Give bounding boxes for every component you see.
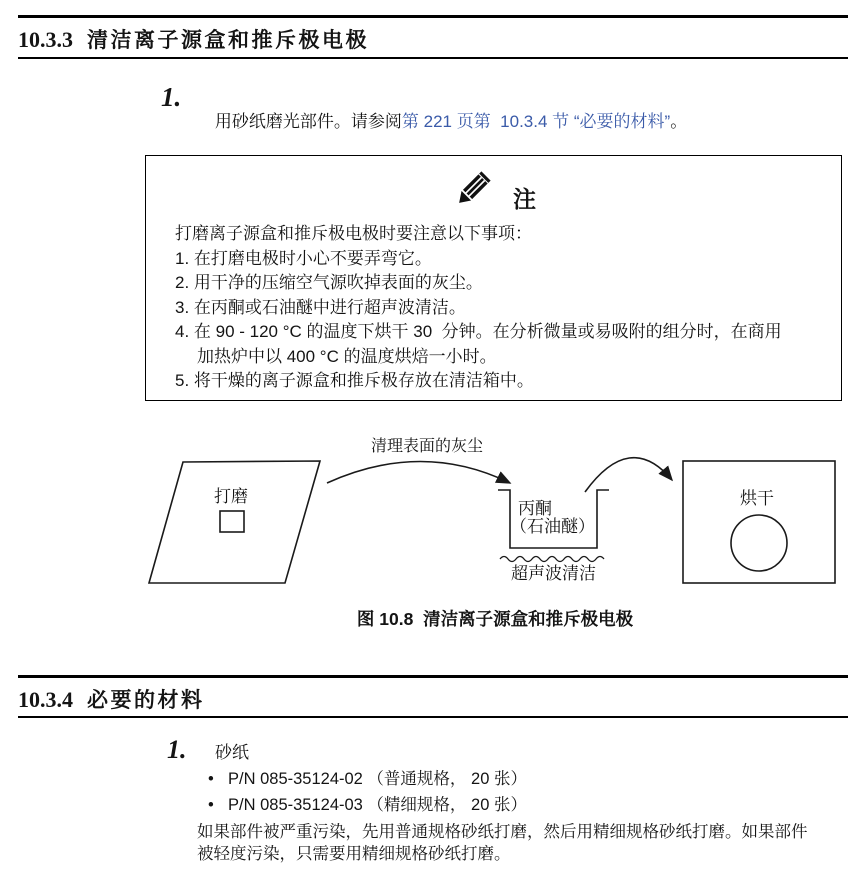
step-1 — [161, 84, 181, 111]
materials-bullet-2 — [208, 796, 527, 815]
section-1-number: 10.3.3 — [18, 27, 73, 52]
materials-step-marker: 1. — [167, 735, 187, 764]
note-header — [146, 163, 841, 217]
note-item-4: 4. 在 90 - 120 °C 的温度下烘干 30 分钟。在分析微量或易吸附的组分时，在商用 — [175, 322, 782, 341]
section-2-title: 必要的材料 — [87, 689, 205, 712]
note-body — [175, 222, 831, 394]
part-square — [220, 511, 244, 532]
note-item-5: 5. 将干燥的离子源盒和推斥极存放在清洁箱中。 — [175, 371, 534, 390]
materials-paragraph — [197, 822, 808, 865]
materials-paragraph-line-1: 如果部件被严重污染，先用普通规格砂纸打磨，然后用精细规格砂纸打磨。如果部件 — [197, 823, 808, 841]
materials-bullet-2-text: P/N 085-35124-03 （精细规格， 20 张） — [228, 796, 527, 814]
section-2-rule-bottom — [18, 716, 848, 718]
materials-bullet-1 — [208, 770, 527, 789]
section-1-title: 清洁离子源盒和推斥极电极 — [87, 29, 369, 52]
materials-bullet-1-text: P/N 085-35124-02 （普通规格， 20 张） — [228, 770, 527, 788]
pencil-icon — [451, 163, 497, 217]
section-1-heading — [18, 24, 369, 54]
acetone-label: 丙酮 — [518, 499, 552, 518]
cross-reference-link[interactable]: 第 221 页第 10.3.4 节 “必要的材料” — [401, 112, 671, 131]
note-intro: 打磨离子源盒和推斥极电极时要注意以下事项： — [175, 224, 532, 243]
oven-circle — [731, 515, 787, 571]
ultrasonic-label: 超声波清洁 — [511, 564, 596, 583]
ultrasonic-wave-line — [500, 557, 604, 562]
dust-clean-label: 清理表面的灰尘 — [371, 438, 484, 455]
polish-label: 打磨 — [214, 487, 248, 506]
step-1-text-before: 用砂纸磨光部件。请参阅 — [214, 112, 402, 131]
note-item-4-cont: 加热炉中以 400 °C 的温度烘焙一小时。 — [197, 346, 497, 366]
note-item-3: 3. 在丙酮或石油醚中进行超声波清洁。 — [175, 297, 466, 317]
step-1-marker: 1. — [161, 82, 182, 112]
section-1-rule-bottom — [18, 57, 848, 59]
note-box — [145, 155, 842, 401]
section-1-rule-top — [18, 15, 848, 18]
arrow-to-oven — [585, 458, 672, 492]
section-2-number: 10.3.4 — [18, 687, 73, 712]
section-2-heading — [18, 684, 205, 714]
petroleum-ether-label: （石油醚） — [510, 517, 595, 536]
section-2-rule-top — [18, 675, 848, 678]
bullet-icon: • — [208, 770, 214, 788]
sandpaper-shape — [149, 461, 320, 583]
cleaning-process-diagram — [140, 430, 852, 598]
step-1-text — [196, 89, 687, 155]
arrow-to-beaker — [327, 462, 510, 484]
oven-rectangle — [683, 461, 835, 583]
bullet-icon: • — [208, 796, 214, 814]
step-1-text-after: 。 — [670, 112, 688, 131]
materials-title: 砂纸 — [215, 743, 249, 762]
note-item-1: 1. 在打磨电极时小心不要弄弯它。 — [175, 248, 432, 268]
note-label: 注 — [513, 185, 536, 212]
figure-caption: 图 10.8 清洁离子源盒和推斥极电极 — [356, 609, 634, 629]
note-item-2: 2. 用干净的压缩空气源吹掉表面的灰尘。 — [175, 273, 483, 292]
materials-step — [167, 737, 187, 763]
dry-label: 烘干 — [740, 489, 774, 508]
materials-paragraph-line-2: 被轻度污染，只需要用精细规格砂纸打磨。 — [197, 844, 511, 863]
